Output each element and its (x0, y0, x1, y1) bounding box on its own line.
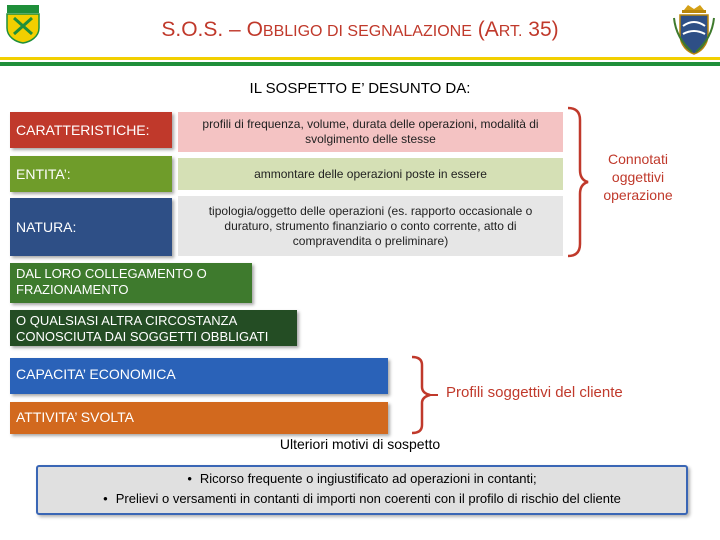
ulteriori-heading: Ulteriori motivi di sospetto (279, 436, 441, 452)
label-entita: ENTITA’: (10, 156, 172, 192)
section-heading: IL SOSPETTO E’ DESUNTO DA: (249, 80, 471, 97)
bullet-icon: • (103, 491, 108, 506)
bullet-list-box (36, 465, 688, 515)
list-item: • Ricorso frequente o ingiustificato ad operazioni in contanti; (187, 471, 537, 486)
bullet-icon: • (187, 471, 192, 486)
box-circostanza: O QUALSIASI ALTRA CIRCOSTANZA CONOSCIUTA DAI SOGGETTI OBBLIGATI (10, 310, 297, 346)
desc-entita: ammontare delle operazioni poste in essere (178, 158, 563, 190)
list-item: • Prelievi o versamenti in contanti di importi non coerenti con il profilo di rischio del cliente (103, 491, 621, 506)
header-divider-green (0, 62, 720, 66)
connotati-oggettivi-label: Connotati oggettivi operazione (603, 151, 673, 204)
box-attivita-svolta: ATTIVITA’ SVOLTA (10, 402, 388, 434)
coat-of-arms-icon (672, 4, 716, 56)
label-caratteristiche: CARATTERISTICHE: (10, 112, 172, 148)
desc-natura: tipologia/oggetto delle operazioni (es. rapporto occasionale o duraturo, strumento finanziario o conto corrente, atto di compravendita o preliminare) (178, 196, 563, 256)
desc-caratteristiche: profili di frequenza, volume, durata delle operazioni, modalità di svolgimento delle stesse (178, 112, 563, 152)
page-title: S.O.S. – OBBLIGO DI SEGNALAZIONE (ART. 35) (161, 18, 559, 41)
right-bracket-icon (566, 106, 590, 258)
profili-soggettivi-label: Profili soggettivi del cliente (446, 384, 623, 401)
box-collegamento: DAL LORO COLLEGAMENTO O FRAZIONAMENTO (10, 263, 252, 303)
box-capacita-economica: CAPACITA’ ECONOMICA (10, 358, 388, 394)
header-divider-yellow (0, 57, 720, 60)
label-natura: NATURA: (10, 198, 172, 256)
right-bracket-icon (410, 355, 438, 435)
